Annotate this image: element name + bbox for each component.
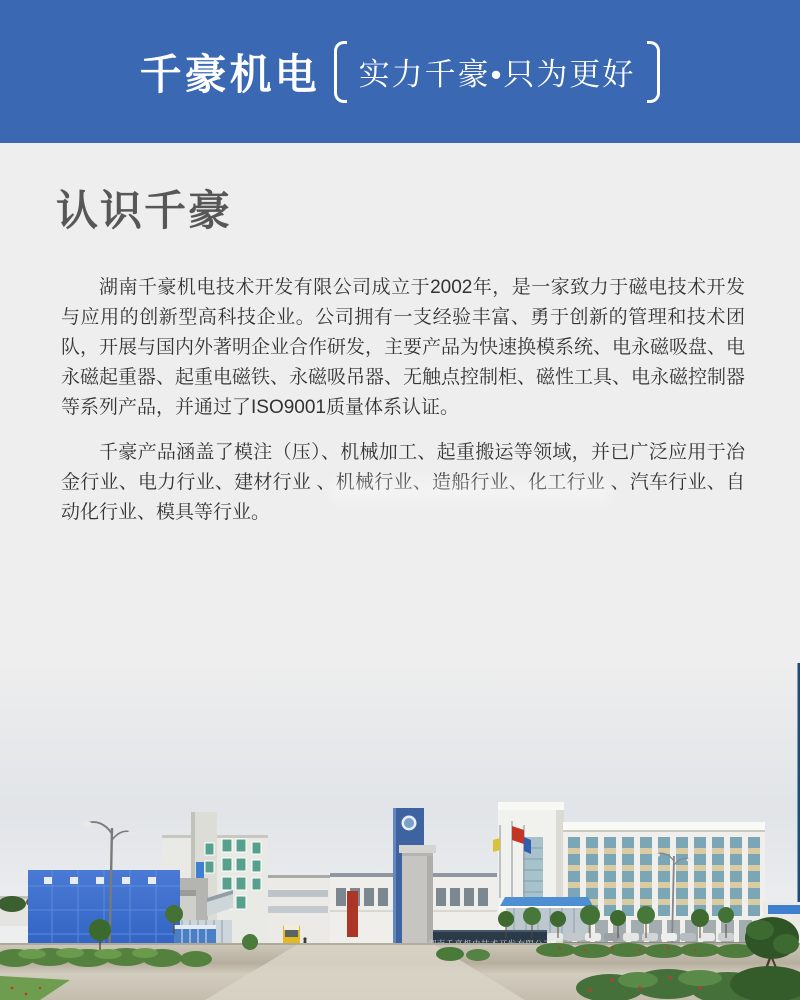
- right-bracket-decoration: [647, 41, 660, 103]
- campus-photo: [0, 658, 800, 1000]
- left-bracket-decoration: [334, 41, 347, 103]
- brand-slogan: 实力千豪•只为更好: [358, 57, 636, 92]
- about-paragraph-2: 千豪产品涵盖了模注（压）、机械加工、起重搬运等领域，并已广泛应用于冶金行业、电力行业、建材行业 、机械行业、造船行业、化工行业 、汽车行业、自动化行业、模具等行业。: [61, 442, 745, 523]
- about-paragraph-1: 湖南千豪机电技术开发有限公司成立于2002年，是一家致力于磁电技术开发与应用的创新型高科技企业。公司拥有一支经验丰富、勇于创新的管理和技术团队，开展与国内外著明企业合作研发，主要产品为快速换模系统、电永磁吸盘、电永磁起重器、起重电磁铁、永磁吸吊器、无触点控制柜、磁性工具、电永磁控制器等系列产品，并通过了ISO9001质量体系认证。: [61, 277, 746, 418]
- header-banner: [0, 0, 800, 143]
- brand-title: 千豪机电: [139, 50, 320, 98]
- section-title: 认识千豪: [56, 187, 233, 234]
- slogan-group: [334, 41, 661, 103]
- red-banner: [347, 891, 358, 937]
